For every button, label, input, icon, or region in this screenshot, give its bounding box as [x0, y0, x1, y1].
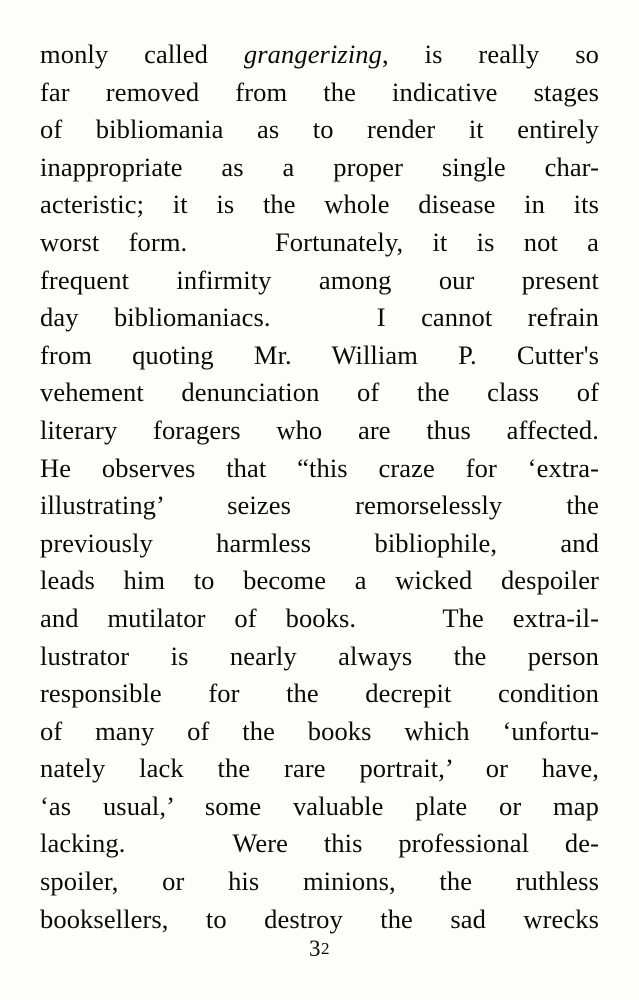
text-line: responsible for the decrepit condition — [40, 678, 599, 709]
text-line: acteristic; it is the whole disease in its — [40, 189, 599, 220]
text-line: illustrating’ seizes remorselessly the — [40, 490, 599, 521]
text-line: of bibliomania as to render it entirely — [40, 114, 599, 145]
text-line: spoiler, or his minions, the ruthless — [40, 866, 599, 897]
text-line: frequent infirmity among our present — [40, 264, 599, 295]
text-line: inappropriate as a proper single char- — [40, 151, 599, 182]
text-line: far removed from the indicative stages — [40, 76, 599, 107]
text-line: booksellers, to destroy the sad wrecks — [40, 903, 599, 934]
text-line-remainder: , is really so — [382, 39, 599, 69]
text-line: vehement denunciation of the class of — [40, 377, 599, 408]
text-line: leads him to become a wicked despoiler — [40, 565, 599, 596]
text-line: literary foragers who are thus affected. — [40, 414, 599, 445]
text-line: nately lack the rare portrait,’ or have, — [40, 753, 599, 784]
text-line: ‘as usual,’ some valuable plate or map — [40, 790, 599, 821]
text-line: lustrator is nearly always the person — [40, 640, 599, 671]
text-line: of many of the books which ‘unfortu- — [40, 715, 599, 746]
page-number-first-digit: 3 — [309, 936, 321, 961]
text-line: from quoting Mr. William P. Cutter's — [40, 339, 599, 370]
page-number — [0, 936, 639, 962]
page-number-second-digit: 2 — [321, 939, 330, 958]
text-line: lacking. Were this professional de- — [40, 828, 599, 859]
body-text — [40, 36, 599, 938]
text-line: worst form. Fortunately, it is not a — [40, 226, 599, 257]
text-line: previously harmless bibliophile, and — [40, 527, 599, 558]
text-line: day bibliomaniacs. I cannot refrain — [40, 302, 599, 333]
text-line: He observes that “this craze for ‘extra- — [40, 452, 599, 483]
text-line: monly called grangerizing, is really so — [40, 39, 599, 69]
text-line: and mutilator of books. The extra-il- — [40, 602, 599, 633]
italic-term: grangerizing — [243, 39, 383, 69]
